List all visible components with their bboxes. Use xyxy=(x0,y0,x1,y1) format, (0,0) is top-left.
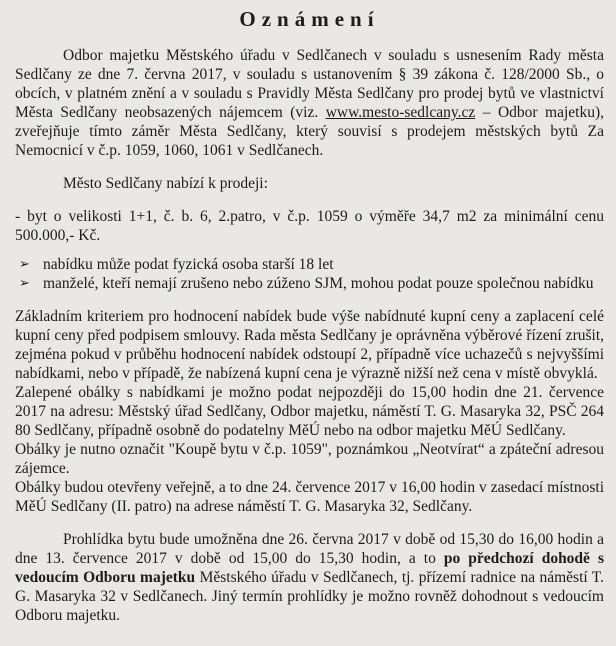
criteria-paragraph: Základním kriteriem pro hodnocení nabídek bude výše nabídnuté kupní ceny a zaplacení celé kupní ceny před podpisem smlouvy. Rada města Sedlčany je oprávněna výběrové řízení zrušit, zejména pokud v průběhu hodnocení nabídek odstoupí 2, případně více uchazečů s nejvyššími nabídkami, nebo v případě, že nabízená kupní cena je výrazně nižší než cena v místě obvyklá. xyxy=(15,308,604,382)
list-item: ➢ nabídku může podat fyzická osoba starší 18 let xyxy=(19,256,334,273)
arrowhead-bullet-icon: ➢ xyxy=(19,276,30,291)
offer-item: - byt o velikosti 1+1, č. b. 6, 2.patro, v č.p. 1059 o výměře 34,7 m2 za minimální cenu 500.000,- Kč. xyxy=(15,208,604,244)
envelopes-paragraph: Zalepené obálky s nabídkami je možno podat nejpozději do 15,00 hodin dne 21. července 2017 na adresu: Městský úřad Sedlčany, Odbor majetku, náměstí T. G. Masaryka 32, PSČ 264 80 Sedlčany, případně osobně do podatelny MěÚ nebo na odbor majetku MěÚ Sedlčany. xyxy=(15,384,604,439)
marking-paragraph: Obálky je nutno označit "Koupě bytu v č.p. 1059", poznámkou „Neotvírat“ a zpáteční adresou zájemce. xyxy=(15,441,604,477)
list-item: ➢ manželé, kteří nemají zrušeno nebo zúženo SJM, mohou podat pouze společnou nabídku xyxy=(19,275,594,292)
intro-paragraph xyxy=(15,46,604,160)
website-link[interactable]: www.mesto-sedlcany.cz xyxy=(325,104,476,121)
viewing-text-2: Městského úřadu v Sedlčanech, tj. přízemí radnice na náměstí T. G. Masaryka 32 v Sedlčanech. Jiný termín prohlídky je možno rovněž dohodnout s vedoucím Odboru majetku. xyxy=(15,569,604,624)
opening-paragraph: Obálky budou otevřeny veřejně, a to dne 24. července 2017 v 16,00 hodin v zasedací místnosti MěÚ Sedlčany (II. patro) na adrese náměstí T. G. Masaryka 32, Sedlčany. xyxy=(15,479,604,515)
arrowhead-bullet-icon: ➢ xyxy=(19,257,30,272)
intro-text-before-link: Odbor majetku Městského úřadu v Sedlčanech v souladu s usnesením Rady města Sedlčany ze dne 7. června 2017, v souladu s ustanovením § 39 zákona č. 128/2000 Sb., o obcích, v platném znění a v souladu s Pravidly Města Sedlčany pro prodej bytů ve vlastnictví Města Sedlčany neobsazených nájemcem (viz. xyxy=(15,47,604,121)
viewing-paragraph xyxy=(15,530,604,625)
intro-text-after-link: – Odbor majetku), zveřejňuje tímto záměr Města Sedlčany, který souvisí s prodejem městských bytů Za Nemocnicí v č.p. 1059, 1060, 1061 v Sedlčanech. xyxy=(15,104,604,159)
viewing-text-1: Prohlídka bytu bude umožněna dne 26. června 2017 v době od 15,30 do 16,00 hodin a dne 13. července 2017 v době od 15,00 do 15,30 hodin, a to xyxy=(15,531,604,567)
viewing-bold-text: po předchozí dohodě s vedoucím Odboru majetku xyxy=(15,550,604,586)
offer-heading: Město Sedlčany nabízí k prodeji: xyxy=(63,175,268,192)
page-title: Oznámení xyxy=(239,7,380,31)
conditions-list xyxy=(15,255,604,293)
